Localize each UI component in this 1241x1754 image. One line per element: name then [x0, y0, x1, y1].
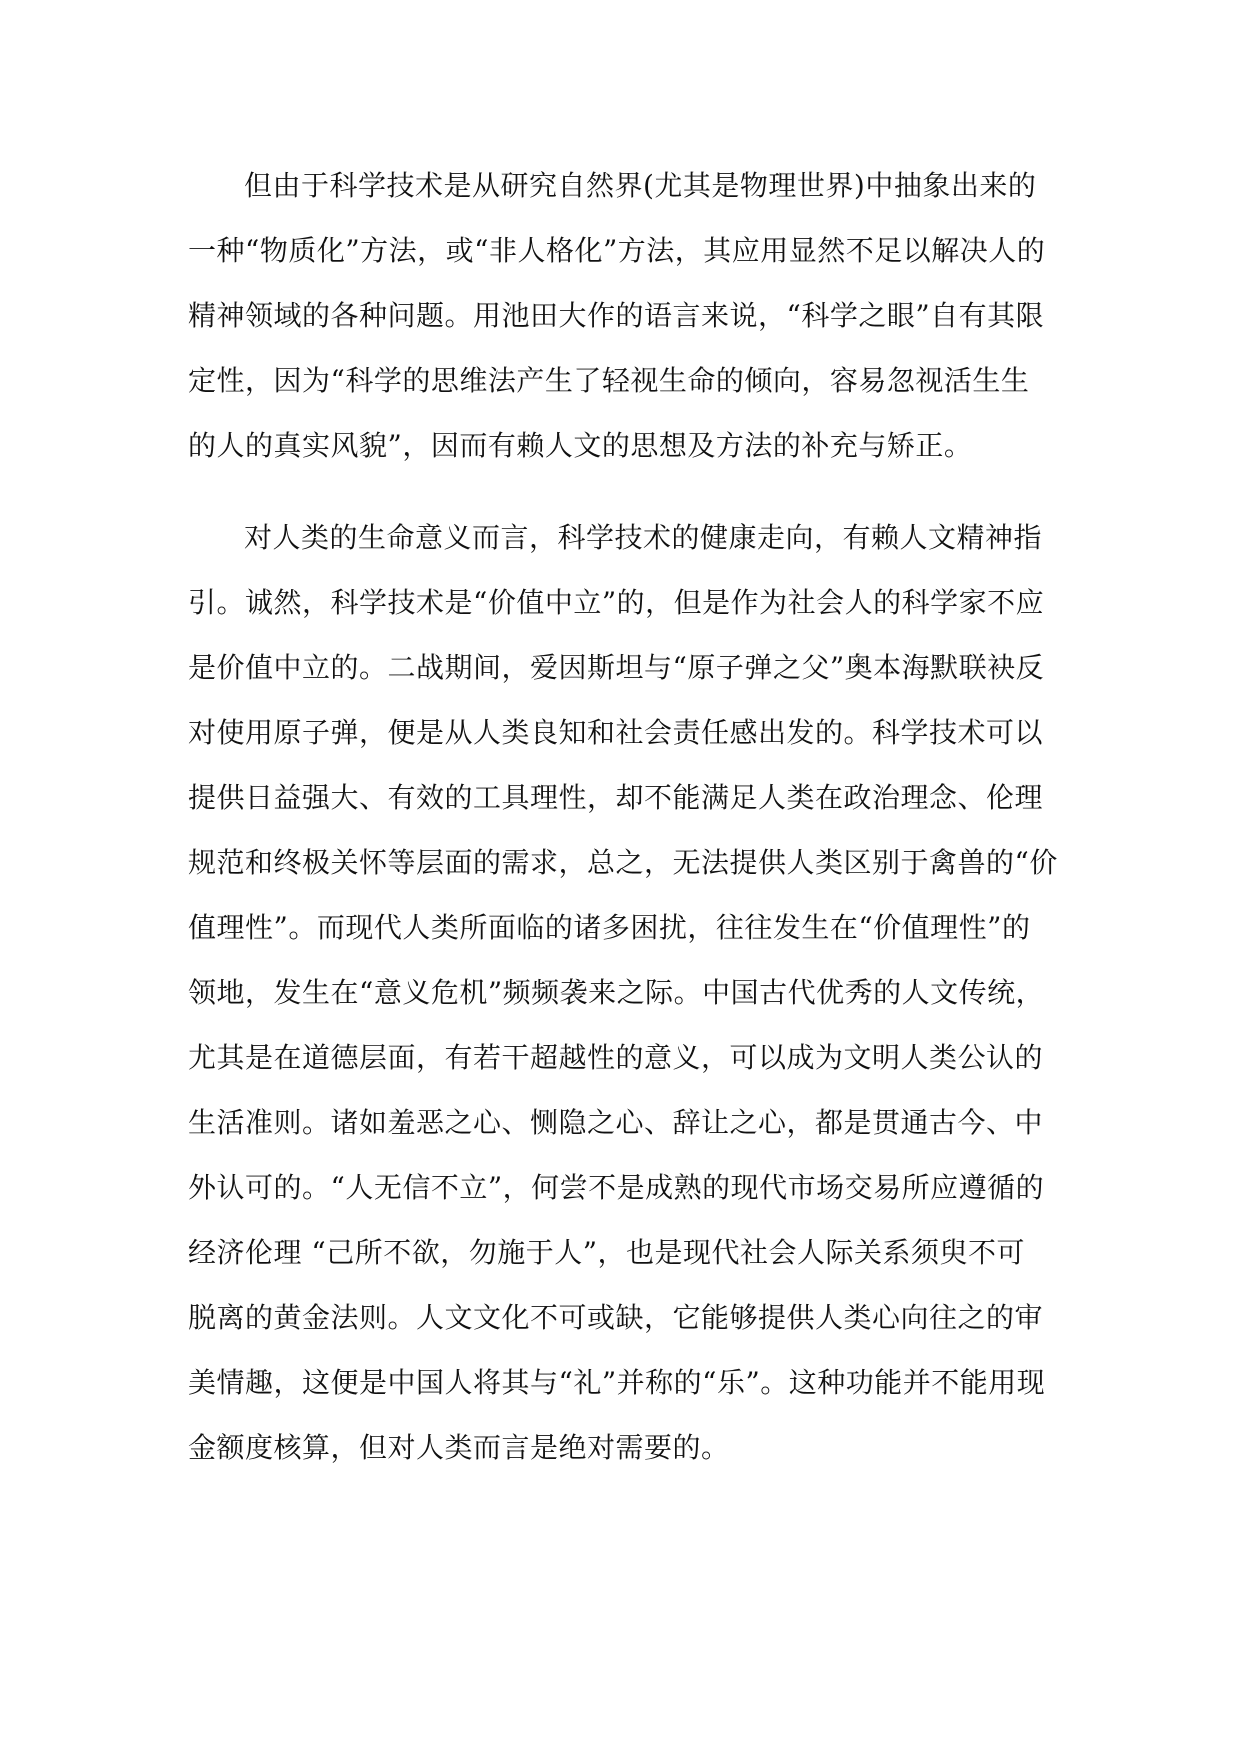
paragraph-line: 生活准则。诸如羞恶之心、恻隐之心、辞让之心，都是贯通古今、中	[188, 1106, 1044, 1139]
paragraph-line: 经济伦理 “己所不欲，勿施于人”，也是现代社会人际关系须臾不可	[188, 1236, 1026, 1269]
paragraph-line: 美情趣，这便是中国人将其与“礼”并称的“乐”。这种功能并不能用现	[188, 1366, 1046, 1399]
paragraph-line: 的人的真实风貌”，因而有赖人文的思想及方法的补充与矫正。	[188, 429, 973, 462]
paragraph-line: 一种“物质化”方法，或“非人格化”方法，其应用显然不足以解决人的	[188, 234, 1046, 267]
paragraph-line: 外认可的。“人无信不立”，何尝不是成熟的现代市场交易所应遵循的	[188, 1171, 1045, 1204]
paragraph-line: 是价值中立的。二战期间，爱因斯坦与“原子弹之父”奥本海默联袂反	[188, 651, 1045, 684]
paragraph-line: 但由于科学技术是从研究自然界(尤其是物理世界)中抽象出来的	[244, 169, 1037, 202]
paragraph-line: 规范和终极关怀等层面的需求，总之，无法提供人类区别于禽兽的“价	[188, 846, 1058, 879]
paragraph-line: 提供日益强大、有效的工具理性，却不能满足人类在政治理念、伦理	[188, 781, 1044, 814]
paragraph-line: 金额度核算，但对人类而言是绝对需要的。	[188, 1431, 730, 1464]
paragraph-1	[188, 153, 1068, 478]
paragraph-line: 对人类的生命意义而言，科学技术的健康走向，有赖人文精神指	[244, 521, 1043, 554]
paragraph-line: 对使用原子弹，便是从人类良知和社会责任感出发的。科学技术可以	[188, 716, 1044, 749]
paragraph-line: 脱离的黄金法则。人文文化不可或缺，它能够提供人类心向往之的审	[188, 1301, 1044, 1334]
paragraph-line: 值理性”。而现代人类所面临的诸多困扰，往往发生在“价值理性”的	[188, 911, 1031, 944]
paragraph-2	[188, 505, 1068, 1480]
paragraph-line: 领地，发生在“意义危机”频频袭来之际。中国古代优秀的人文传统，	[188, 976, 1045, 1009]
paragraph-line: 精神领域的各种问题。用池田大作的语言来说，“科学之眼”自有其限	[188, 299, 1045, 332]
paragraph-line: 定性，因为“科学的思维法产生了轻视生命的倾向，容易忽视活生生	[188, 364, 1030, 397]
paragraph-line: 尤其是在道德层面，有若干超越性的意义，可以成为文明人类公认的	[188, 1041, 1044, 1074]
paragraph-line: 引。诚然，科学技术是“价值中立”的，但是作为社会人的科学家不应	[188, 586, 1045, 619]
